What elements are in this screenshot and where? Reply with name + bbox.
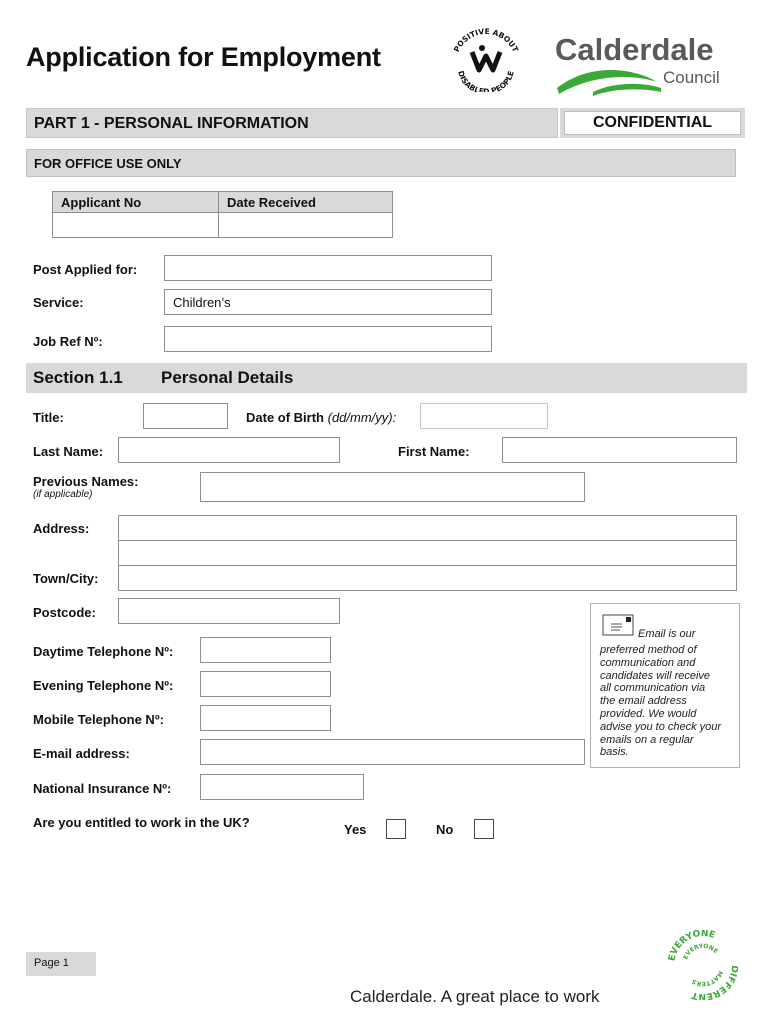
yes-checkbox[interactable] xyxy=(386,819,406,839)
dsd-logo-text: POSITIVE ABOUT xyxy=(451,26,521,54)
applicant-no-cell[interactable] xyxy=(53,213,218,237)
address-line2-field[interactable] xyxy=(118,540,737,566)
footer-slogan: Calderdale. A great place to work xyxy=(350,987,600,1006)
ni-label: National Insurance Nº: xyxy=(33,781,172,796)
job-ref-label: Job Ref Nº: xyxy=(33,334,103,349)
evening-tel-field[interactable] xyxy=(200,671,331,697)
office-use-heading: FOR OFFICE USE ONLY xyxy=(34,156,182,171)
postcode-field[interactable] xyxy=(118,598,340,624)
dob-hint: (dd/mm/yy): xyxy=(327,410,397,425)
date-received-header: Date Received xyxy=(219,192,392,213)
email-note-body: preferred method of communication and candidates will receive all communication via the email address provided. We would advise you to check your emails on a regular basis. xyxy=(600,644,722,759)
mobile-tel-field[interactable] xyxy=(200,705,331,731)
page-number: Page 1 xyxy=(34,957,69,969)
service-label: Service: xyxy=(33,295,84,310)
address-line1-field[interactable] xyxy=(118,515,737,541)
svg-text:POSITIVE ABOUT xyxy=(452,27,521,54)
dob-field[interactable] xyxy=(420,403,548,429)
disability-symbol-logo xyxy=(446,26,526,92)
confidential-label: CONFIDENTIAL xyxy=(564,111,741,135)
confidential-band xyxy=(560,108,745,138)
job-ref-field[interactable] xyxy=(164,326,492,352)
section-number: Section 1.1 xyxy=(33,368,123,387)
previous-names-label: Previous Names: xyxy=(33,474,139,489)
daytime-tel-label: Daytime Telephone Nº: xyxy=(33,644,174,659)
applicant-no-header: Applicant No xyxy=(53,192,218,213)
svg-text:DISABLED PEOPLE: DISABLED PEOPLE xyxy=(456,69,516,92)
evening-tel-label: Evening Telephone Nº: xyxy=(33,678,174,693)
first-name-field[interactable] xyxy=(502,437,737,463)
email-label: E-mail address: xyxy=(33,746,130,761)
email-field[interactable] xyxy=(200,739,585,765)
address-label: Address: xyxy=(33,521,90,536)
daytime-tel-field[interactable] xyxy=(200,637,331,663)
dob-label-group xyxy=(246,410,396,425)
ni-field[interactable] xyxy=(200,774,364,800)
title-field[interactable] xyxy=(143,403,228,429)
previous-names-field[interactable] xyxy=(200,472,585,502)
dob-label: Date of Birth xyxy=(246,410,324,425)
first-name-label: First Name: xyxy=(398,444,470,459)
no-checkbox[interactable] xyxy=(474,819,494,839)
last-name-field[interactable] xyxy=(118,437,340,463)
page-title: Application for Employment xyxy=(26,42,381,72)
svg-text:EVERYONE xyxy=(682,943,719,961)
part1-heading-band xyxy=(26,108,558,138)
page-number-box xyxy=(26,952,96,976)
office-use-table xyxy=(52,191,393,238)
postcode-label: Postcode: xyxy=(33,605,96,620)
badge-word-4: MATTERS xyxy=(690,969,724,988)
badge-word-1: EVERYONE xyxy=(668,930,717,963)
town-label: Town/City: xyxy=(33,571,99,586)
town-field[interactable] xyxy=(118,565,737,591)
previous-names-hint: (if applicable) xyxy=(33,489,93,500)
envelope-icon xyxy=(602,614,634,636)
post-applied-field[interactable] xyxy=(164,255,492,281)
badge-word-2: IFFERENT xyxy=(690,971,738,1000)
date-received-cell[interactable] xyxy=(219,213,392,237)
no-label: No xyxy=(436,822,454,837)
council-logo-line1: Calderdale xyxy=(555,32,714,67)
uk-question-label: Are you entitled to work in the UK? xyxy=(33,815,250,830)
office-use-band xyxy=(26,149,736,177)
mobile-tel-label: Mobile Telephone Nº: xyxy=(33,712,164,727)
council-logo-line2: Council xyxy=(663,68,720,87)
service-field[interactable]: Children’s xyxy=(164,289,492,315)
part1-heading: PART 1 - PERSONAL INFORMATION xyxy=(34,115,309,132)
badge-word-3: EVERYONE xyxy=(682,942,720,961)
section-band xyxy=(26,363,747,393)
post-applied-label: Post Applied for: xyxy=(33,262,138,277)
section-title: Personal Details xyxy=(161,368,294,387)
email-note-line1: Email is our xyxy=(638,628,696,640)
svg-text:MATTERS xyxy=(691,969,724,987)
last-name-label: Last Name: xyxy=(33,444,104,459)
title-label: Title: xyxy=(33,410,64,425)
everyone-matters-badge xyxy=(668,930,738,1000)
calderdale-council-logo xyxy=(553,30,733,100)
email-note-box xyxy=(590,603,740,768)
yes-label: Yes xyxy=(344,822,367,837)
